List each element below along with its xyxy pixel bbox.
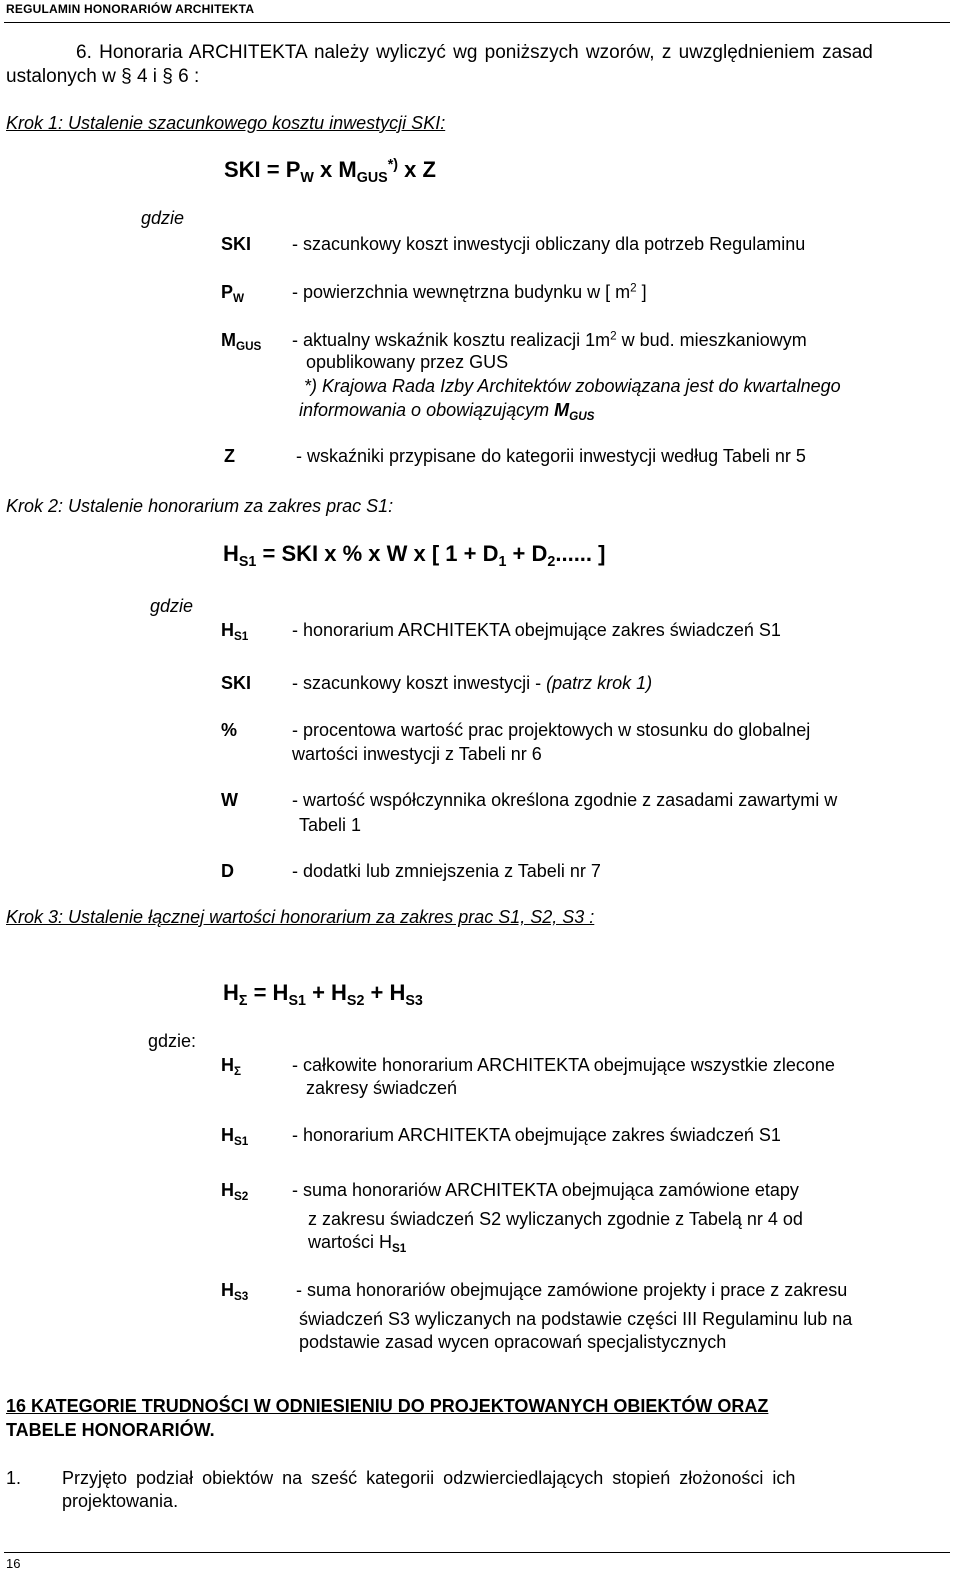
list-item-text-2: projektowania. [62, 1491, 179, 1511]
step1-where: gdzie [141, 208, 185, 228]
step1-heading: Krok 1: Ustalenie szacunkowego kosztu inwestycji SKI: [6, 113, 446, 133]
term-hs3-desc-3: podstawie zasad wycen opracowań specjalistycznych [299, 1332, 727, 1352]
header-rule [4, 22, 950, 23]
term-pct-symbol: % [221, 720, 238, 740]
intro-line-2: ustalonych w § 4 i § 6 : [6, 66, 200, 87]
running-header: REGULAMIN HONORARIÓW ARCHITEKTA [6, 2, 255, 16]
term-z-symbol: Z [224, 446, 235, 466]
term-hs1-desc: - honorarium ARCHITEKTA obejmujące zakres świadczeń S1 [292, 620, 781, 640]
step2-formula: $H_{S1}$ = SKI x % x W x [ $1 + D_1 + D_2$...... ] [223, 541, 606, 570]
term-mgus-symbol: $M_{GUS}$ [221, 330, 262, 354]
term-hsigma-desc-2: zakresy świadczeń [306, 1078, 458, 1098]
term-hs2-desc-3: wartości $H_{S1}$ [308, 1232, 407, 1256]
term-hs2-desc-2: z zakresu świadczeń S2 wyliczanych zgodnie z Tabelą nr 4 od [308, 1209, 803, 1229]
term-ski-desc: - szacunkowy koszt inwestycji obliczany dla potrzeb Regulaminu [292, 234, 806, 254]
term-mgus-desc: - aktualny wskaźnik kosztu realizacji $1m^2$ w bud. mieszkaniowym [292, 329, 807, 350]
term-w-symbol: W [221, 790, 238, 810]
term-mgus-cont: opublikowany przez GUS [306, 352, 509, 372]
step3-heading: Krok 3: Ustalenie łącznej wartości honorarium za zakres prac S1, S2, S3 : [6, 907, 595, 927]
intro-line-1: 6. Honoraria ARCHITEKTA należy wyliczyć wg poniższych wzorów, z uwzględnieniem zasad [76, 42, 873, 63]
term-hsigma-desc-1: - całkowite honorarium ARCHITEKTA obejmujące wszystkie zlecone [292, 1055, 835, 1075]
term-ski2-symbol: SKI [221, 673, 252, 693]
footer-rule [4, 1552, 950, 1553]
term-pct-desc-2: wartości inwestycji z Tabeli nr 6 [292, 744, 542, 764]
page-number: 16 [6, 1556, 21, 1571]
term-ski2-desc: - szacunkowy koszt inwestycji - (patrz krok 1) [292, 673, 653, 693]
step3-where: gdzie: [148, 1031, 197, 1051]
term-hsigma-symbol: $H_\Sigma$ [221, 1055, 242, 1079]
step2-heading: Krok 2: Ustalenie honorarium za zakres prac S1: [6, 496, 394, 516]
term-d-desc: - dodatki lub zmniejszenia z Tabeli nr 7 [292, 861, 601, 881]
step2-where: gdzie [150, 596, 194, 616]
list-item-text-1: Przyjęto podział obiektów na sześć kategorii odzwierciedlających stopień złożoności ich [62, 1468, 796, 1488]
list-item-number: 1. [6, 1468, 22, 1488]
term-hs1-symbol: $H_{S1}$ [221, 620, 249, 644]
section16-title-1: 16 KATEGORIE TRUDNOŚCI W ODNIESIENIU DO PROJEKTOWANYCH OBIEKTÓW ORAZ [6, 1396, 769, 1416]
term-pw-symbol: $P_W$ [221, 282, 245, 306]
step3-formula: $H_\Sigma = H_{S1} + H_{S2} + H_{S3}$ [223, 980, 423, 1009]
term-hs3-desc-1: - suma honorariów obejmujące zamówione projekty i prace z zakresu [296, 1280, 848, 1300]
term-hs3-desc-2: świadczeń S3 wyliczanych na podstawie części III Regulaminu lub na [299, 1309, 853, 1329]
term-hs2-symbol: $H_{S2}$ [221, 1180, 249, 1204]
term-pw-desc: - powierzchnia wewnętrzna budynku w [ $m^2$ ] [292, 281, 647, 302]
term-hs2-desc-1: - suma honorariów ARCHITEKTA obejmująca zamówione etapy [292, 1180, 799, 1200]
footnote-line-1: *) Krajowa Rada Izby Architektów zobowiązana jest do kwartalnego [304, 376, 841, 396]
section16-title-2: TABELE HONORARIÓW. [6, 1420, 215, 1440]
term-hs1b-desc: - honorarium ARCHITEKTA obejmujące zakres świadczeń S1 [292, 1125, 781, 1145]
term-w-desc-2: Tabeli 1 [299, 815, 362, 835]
term-w-desc-1: - wartość współczynnika określona zgodnie z zasadami zawartymi w [292, 790, 838, 810]
footnote-line-2: informowania o obowiązującym $M_{GUS}$ [299, 400, 595, 424]
term-z-desc: - wskaźniki przypisane do kategorii inwestycji według Tabeli nr 5 [296, 446, 806, 466]
term-d-symbol: D [221, 861, 234, 881]
step1-formula: SKI = $P_W$ x $M_{GUS}^{*)}$ x Z [224, 157, 436, 186]
term-hs3-symbol: $H_{S3}$ [221, 1280, 249, 1304]
term-hs1b-symbol: $H_{S1}$ [221, 1125, 249, 1149]
term-ski-symbol: SKI [221, 234, 252, 254]
term-pct-desc-1: - procentowa wartość prac projektowych w stosunku do globalnej [292, 720, 811, 740]
